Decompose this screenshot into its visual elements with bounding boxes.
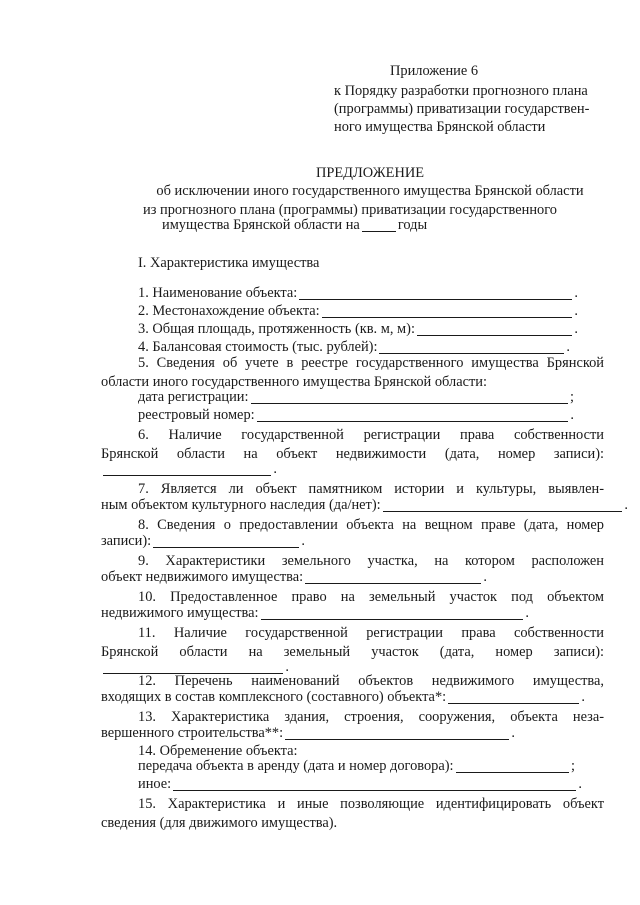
title-line-3-years: годы: [397, 217, 428, 233]
item-6-blank-line: [101, 460, 277, 478]
item-5-number-blank: [257, 421, 569, 422]
item-6-blank: [103, 475, 271, 476]
item-14-lease-label: передача объекта в аренду (дата и номер договора):: [138, 758, 454, 774]
item-9-label: объект недвижимого имущества:: [101, 569, 304, 585]
item-6-line-2: Брянской области на объект недвижимости (дата, номер записи):: [101, 446, 604, 462]
item-5-number-end: .: [570, 407, 574, 423]
item-12-line-2: [101, 688, 585, 706]
item-5-number-label: реестровый номер:: [138, 407, 255, 423]
item-13-line-1: 13. Характеристика здания, строения, сооружения, объекта неза-: [138, 709, 604, 725]
item-2-end: .: [574, 303, 578, 319]
item-7-line-2: [101, 496, 628, 514]
item-5-date-end: ;: [570, 389, 574, 405]
item-4-end: .: [566, 339, 570, 355]
item-12-end: .: [581, 689, 585, 705]
item-2-label: 2. Местонахождение объекта:: [138, 303, 320, 319]
item-3-blank: [417, 335, 572, 336]
item-11-line-2: Брянской области на земельный участок (дата, номер записи):: [101, 644, 604, 660]
item-14-other-end: .: [578, 776, 582, 792]
item-5-line-2: области иного государственного имущества Брянской области:: [101, 374, 487, 390]
item-5-registry-number: [138, 406, 574, 424]
item-1: [138, 284, 578, 302]
item-8-line-1: 8. Сведения о предоставлении объекта на вещном праве (дата, номер: [138, 517, 604, 533]
item-13-end: .: [511, 725, 515, 741]
appendix-line-3: (программы) приватизации государствен-: [334, 101, 590, 117]
item-9-line-1: 9. Характеристики земельного участка, на котором расположен: [138, 553, 604, 569]
appendix-line-4: ного имущества Брянской области: [334, 119, 546, 135]
item-4: [138, 338, 570, 356]
item-2: [138, 302, 578, 320]
item-8-line-2: [101, 532, 305, 550]
item-5-date-blank: [251, 403, 568, 404]
item-14-lease-blank: [456, 772, 569, 773]
item-7-line-1: 7. Является ли объект памятником истории и культуры, выявлен-: [138, 481, 604, 497]
item-14-lease: [138, 757, 575, 775]
item-11-line-1: 11. Наличие государственной регистрации права собственности: [138, 625, 604, 641]
item-13-blank: [285, 739, 509, 740]
item-7-blank: [383, 511, 623, 512]
item-4-label: 4. Балансовая стоимость (тыс. рублей):: [138, 339, 378, 355]
item-3: [138, 320, 578, 338]
item-14-lease-end: ;: [571, 758, 575, 774]
item-14-other-label: иное:: [138, 776, 172, 792]
item-12-line-1: 12. Перечень наименований объектов недвижимого имущества,: [138, 673, 604, 689]
item-8-blank: [153, 547, 299, 548]
item-3-end: .: [574, 321, 578, 337]
item-1-blank: [299, 299, 572, 300]
item-9-end: .: [483, 569, 487, 585]
item-10-end: .: [525, 605, 529, 621]
item-11-end: .: [285, 659, 289, 675]
section-heading: I. Характеристика имущества: [138, 255, 320, 271]
document-title: ПРЕДЛОЖЕНИЕ: [315, 165, 425, 181]
item-12-blank: [448, 703, 579, 704]
year-blank: [362, 231, 396, 232]
title-line-3: [162, 216, 427, 234]
item-14-other: [138, 775, 582, 793]
item-6-line-1: 6. Наличие государственной регистрации права собственности: [138, 427, 604, 443]
item-1-end: .: [574, 285, 578, 301]
item-2-blank: [322, 317, 573, 318]
title-line-1: об исключении иного государственного имущества Брянской области: [156, 183, 584, 199]
item-5-registration-date: [138, 388, 574, 406]
item-9-blank: [305, 583, 481, 584]
item-6-end: .: [273, 461, 277, 477]
item-1-label: 1. Наименование объекта:: [138, 285, 298, 301]
item-5-line-1: 5. Сведения об учете в реестре государственного имущества Брянской: [138, 355, 604, 371]
item-8-end: .: [301, 533, 305, 549]
item-10-line-1: 10. Предоставленное право на земельный участок под объектом: [138, 589, 604, 605]
item-4-blank: [379, 353, 564, 354]
item-13-line-2: [101, 724, 515, 742]
appendix-number: Приложение 6: [390, 63, 479, 79]
item-10-blank: [261, 619, 524, 620]
item-13-label: вершенного строительства**:: [101, 725, 284, 741]
item-7-label: ным объектом культурного наследия (да/нет):: [101, 497, 381, 513]
item-10-line-2: [101, 604, 529, 622]
title-line-2: из прогнозного плана (программы) приватизации государственного: [143, 202, 557, 218]
appendix-line-2: к Порядку разработки прогнозного плана: [334, 83, 588, 99]
item-8-label: записи):: [101, 533, 152, 549]
item-7-end: .: [624, 497, 628, 513]
item-5-date-label: дата регистрации:: [138, 389, 249, 405]
item-15-line-1: 15. Характеристика и иные позволяющие идентифицировать объект: [138, 796, 604, 812]
item-10-label: недвижимого имущества:: [101, 605, 259, 621]
item-9-line-2: [101, 568, 487, 586]
item-14-heading: 14. Обременение объекта:: [138, 743, 298, 759]
title-line-3-text: имущества Брянской области на: [162, 217, 360, 233]
item-12-label: входящих в состав комплексного (составного) объекта*:: [101, 689, 447, 705]
item-15-line-2: сведения (для движимого имущества).: [101, 815, 338, 831]
item-14-other-blank: [173, 790, 576, 791]
item-3-label: 3. Общая площадь, протяженность (кв. м, м):: [138, 321, 415, 337]
